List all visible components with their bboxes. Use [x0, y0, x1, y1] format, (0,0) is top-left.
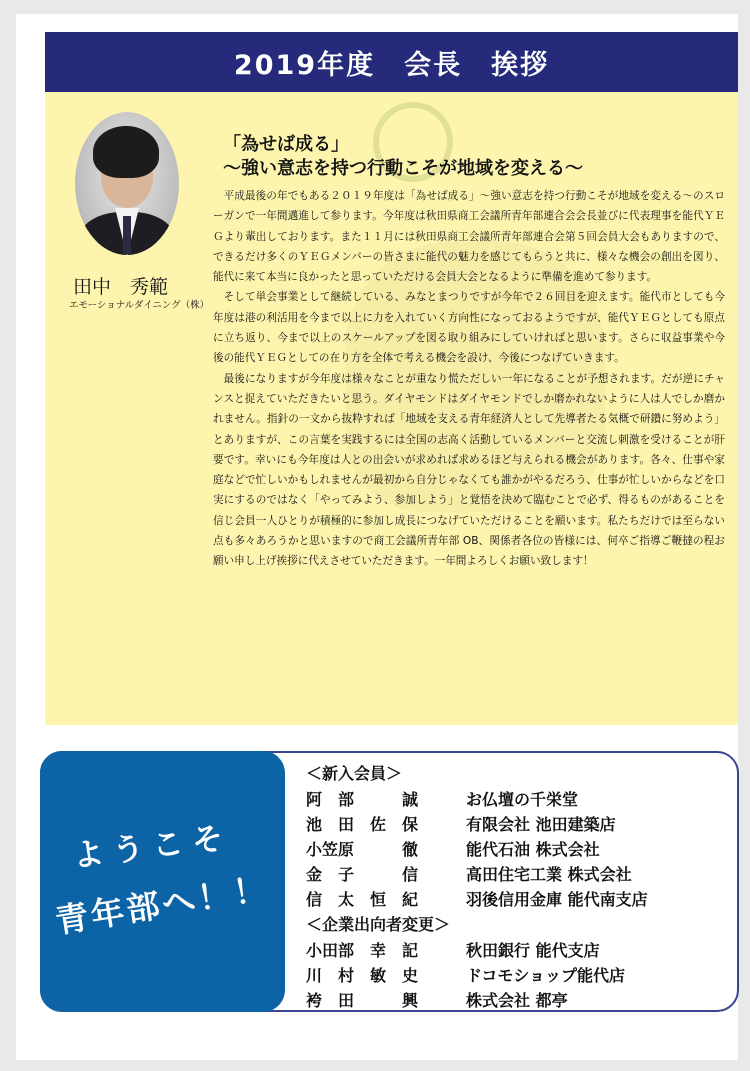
member-company: ドコモショップ能代店 [466, 966, 626, 985]
welcome-box [40, 751, 739, 1012]
list-item [306, 812, 648, 837]
member-company: 羽後信用金庫 能代南支店 [466, 890, 648, 909]
member-name: 池 田 佐 保 [306, 815, 419, 834]
president-name: 田中 秀範 [73, 276, 169, 298]
member-company: 高田住宅工業 株式会社 [466, 865, 632, 884]
message-paragraph: 平成最後の年でもある２０１９年度は「為せば成る」〜強い意志を持つ行動こそが地域を変える〜のスローガンで一年間邁進して参ります。今年度は秋田県商工会議所青年部連合会会長並びに代表理事を能代ＹＥＧより輩出しております。また１１月には秋田県商工会議所青年部連合会第５回会員大会もありますので、できるだけ多くのＹＥＧメンバーの皆さまに能代の魅力を感じてもらうと共に、様々な機会の創出を図り、能代に来て本当に良かったと思っていただける会員大会となるように準備を進めて参ります。 [213, 190, 725, 284]
member-name: 金 子 信 [306, 865, 419, 884]
member-name: 信 太 恒 紀 [306, 890, 419, 909]
list-item [306, 988, 648, 1013]
president-message-section [45, 92, 738, 725]
member-name: 阿 部 誠 [306, 790, 419, 809]
list-item [306, 938, 648, 963]
welcome-line-1: ようこそ [70, 819, 235, 875]
member-name: 小田部 幸 記 [306, 941, 419, 960]
page-title: 2019年度 会長 挨拶 [233, 49, 550, 81]
welcome-banner [40, 751, 285, 1012]
message-paragraph: 最後になりますが今年度は様々なことが重なり慌ただしい一年になることが予想されます。だが逆にチャンスと捉えていただきたいと思う。ダイヤモンドはダイヤモンドでしか磨かれないように人は人でしか磨かれません。指針の一文から抜粋すれば「地域を支える青年経済人として先導者たる気概で研鑽に努めよう」とありますが、この言葉を実践するには全国の志高く活動しているメンバーと交流し刺激を受けることが肝要です。幸いにも今年度は人との出会いが求めれば求めるほど与えられる機会があります。各々、仕事や家庭などで忙しいかもしれませんが最初から自分じゃなくても誰かがやるだろう、仕事が忙しいからなどを口実にするのではなく「やってみよう、参加しよう」と覚悟を決めて臨むことで必ず、得るものがあることを信じ会員一人ひとりが積極的に参加し成長につなげていただけることを願います。私たちだけでは至らない点も多々あろうかと思いますので商工会議所青年部 OB、関係者各位の皆様には、何卒ご指導ご鞭撻の程お願い申し上げ挨拶に代えさせていただきます。一年間よろしくお願い致します！ [213, 372, 725, 568]
new-members-title: ＜新入会員＞ [306, 764, 403, 783]
message-body [213, 186, 725, 572]
member-name: 川 村 敏 史 [306, 966, 419, 985]
list-item [306, 862, 648, 887]
member-company: 能代石油 株式会社 [466, 840, 600, 859]
transfers-title: ＜企業出向者変更＞ [306, 915, 451, 934]
list-item [306, 887, 648, 912]
page-header [45, 32, 738, 92]
list-item [306, 837, 648, 862]
message-paragraph: そして単会事業として継続している、みなとまつりですが今年で２６回目を迎えます。能代市としても今年度は港の利活用を今まで以上に力を入れていく方向性になっておるようですが、能代ＹＥＧとしても原点に立ち返り、今まで以上のスケールアップを図る取り組みにしていければと思います。さらに収益事業や今後の能代ＹＥＧとしての在り方を全体で考える機会を設け、今後につなげていきます。 [213, 291, 725, 365]
member-list [306, 761, 648, 1013]
president-photo [75, 112, 179, 255]
member-company: 秋田銀行 能代支店 [466, 941, 600, 960]
member-name: 袴 田 興 [306, 991, 419, 1010]
list-item [306, 963, 648, 988]
slogan-line-2: 〜強い意志を持つ行動こそが地域を変える〜 [223, 158, 583, 179]
president-company: エモーショナルダイニング（株） [69, 300, 210, 311]
welcome-line-2: 青年部へ！！ [52, 868, 273, 941]
member-company: お仏壇の千栄堂 [466, 790, 579, 809]
member-company: 有限会社 池田建築店 [466, 815, 616, 834]
slogan-line-1: 「為せば成る」 [223, 134, 349, 155]
member-name: 小笠原 徹 [306, 840, 419, 859]
member-company: 株式会社 都亭 [466, 991, 568, 1010]
list-item [306, 787, 648, 812]
